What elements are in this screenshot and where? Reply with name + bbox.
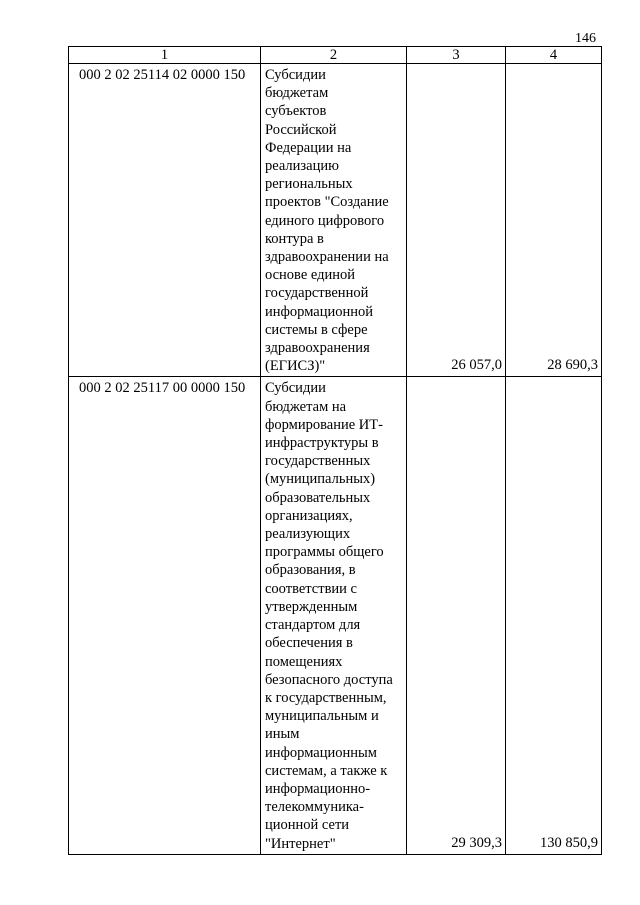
description-line: реализацию: [265, 158, 339, 175]
description-line: обеспечения в: [265, 635, 353, 652]
description-line: Российской: [265, 121, 337, 138]
table-row: [69, 377, 602, 854]
description-line: реализующих: [265, 526, 351, 543]
description-line: организациях,: [265, 507, 353, 524]
description-line: (ЕГИСЗ)": [265, 358, 326, 375]
description-line: инфраструктуры в: [265, 435, 379, 452]
description-line: телекоммуника-: [265, 799, 364, 816]
value-column-3-cell: 29 309,3: [407, 377, 506, 854]
description-line: контура в: [265, 230, 324, 247]
description-line: системы в сфере: [265, 321, 368, 338]
column-header-1: 1: [69, 47, 261, 64]
description-line: образовательных: [265, 489, 371, 506]
description-line: Федерации на: [265, 139, 352, 156]
description-line: муниципальным и: [265, 708, 379, 725]
description-line: проектов "Создание: [265, 194, 389, 211]
description-line: единого цифрового: [265, 212, 385, 229]
column-header-3: 3: [407, 47, 506, 64]
description-line: бюджетам на: [265, 398, 347, 415]
description-line: информационно-: [265, 780, 371, 797]
table-header: [69, 47, 602, 64]
description-line: государственной: [265, 285, 369, 302]
description-line: региональных: [265, 176, 353, 193]
description-line: ционной сети: [265, 817, 350, 834]
description-line: формирование ИТ-: [265, 416, 383, 433]
description-line: здравоохранении на: [265, 249, 389, 266]
description-line: стандартом для: [265, 617, 361, 634]
description-line: Субсидии: [265, 67, 326, 83]
budget-code-cell: 000 2 02 25114 02 0000 150: [69, 64, 261, 377]
description-line: Субсидии: [265, 380, 326, 397]
description-cell: [261, 377, 407, 854]
budget-table: [68, 46, 602, 855]
value-column-3-cell: 26 057,0: [407, 64, 506, 377]
description-line: помещениях: [265, 653, 343, 670]
description-line: информационной: [265, 303, 374, 320]
budget-code-cell: 000 2 02 25117 00 0000 150: [69, 377, 261, 854]
value-column-4-cell: 130 850,9: [506, 377, 602, 854]
description-cell: [261, 64, 407, 377]
description-line: здравоохранения: [265, 340, 370, 357]
description-line: образования, в: [265, 562, 356, 579]
description-line: безопасного доступа: [265, 671, 393, 688]
value-column-4-cell: 28 690,3: [506, 64, 602, 377]
description-line: утвержденным: [265, 598, 358, 615]
page-number: 146: [575, 31, 596, 46]
description-line: бюджетам: [265, 85, 329, 102]
description-line: программы общего: [265, 544, 384, 561]
description-line: основе единой: [265, 267, 356, 284]
table-row: [69, 64, 602, 377]
description-line: соответствии с: [265, 580, 357, 597]
column-header-4: 4: [506, 47, 602, 64]
description-line: системам, а также к: [265, 762, 388, 779]
description-line: (муниципальных): [265, 471, 376, 488]
description-line: к государственным,: [265, 689, 387, 706]
description-line: субъектов: [265, 103, 327, 120]
description-line: "Интернет": [265, 835, 336, 852]
header-row: [69, 47, 602, 64]
column-header-2: 2: [261, 47, 407, 64]
description-line: государственных: [265, 453, 371, 470]
description-line: информационным: [265, 744, 377, 761]
description-line: иным: [265, 726, 300, 743]
table-body: [69, 64, 602, 855]
